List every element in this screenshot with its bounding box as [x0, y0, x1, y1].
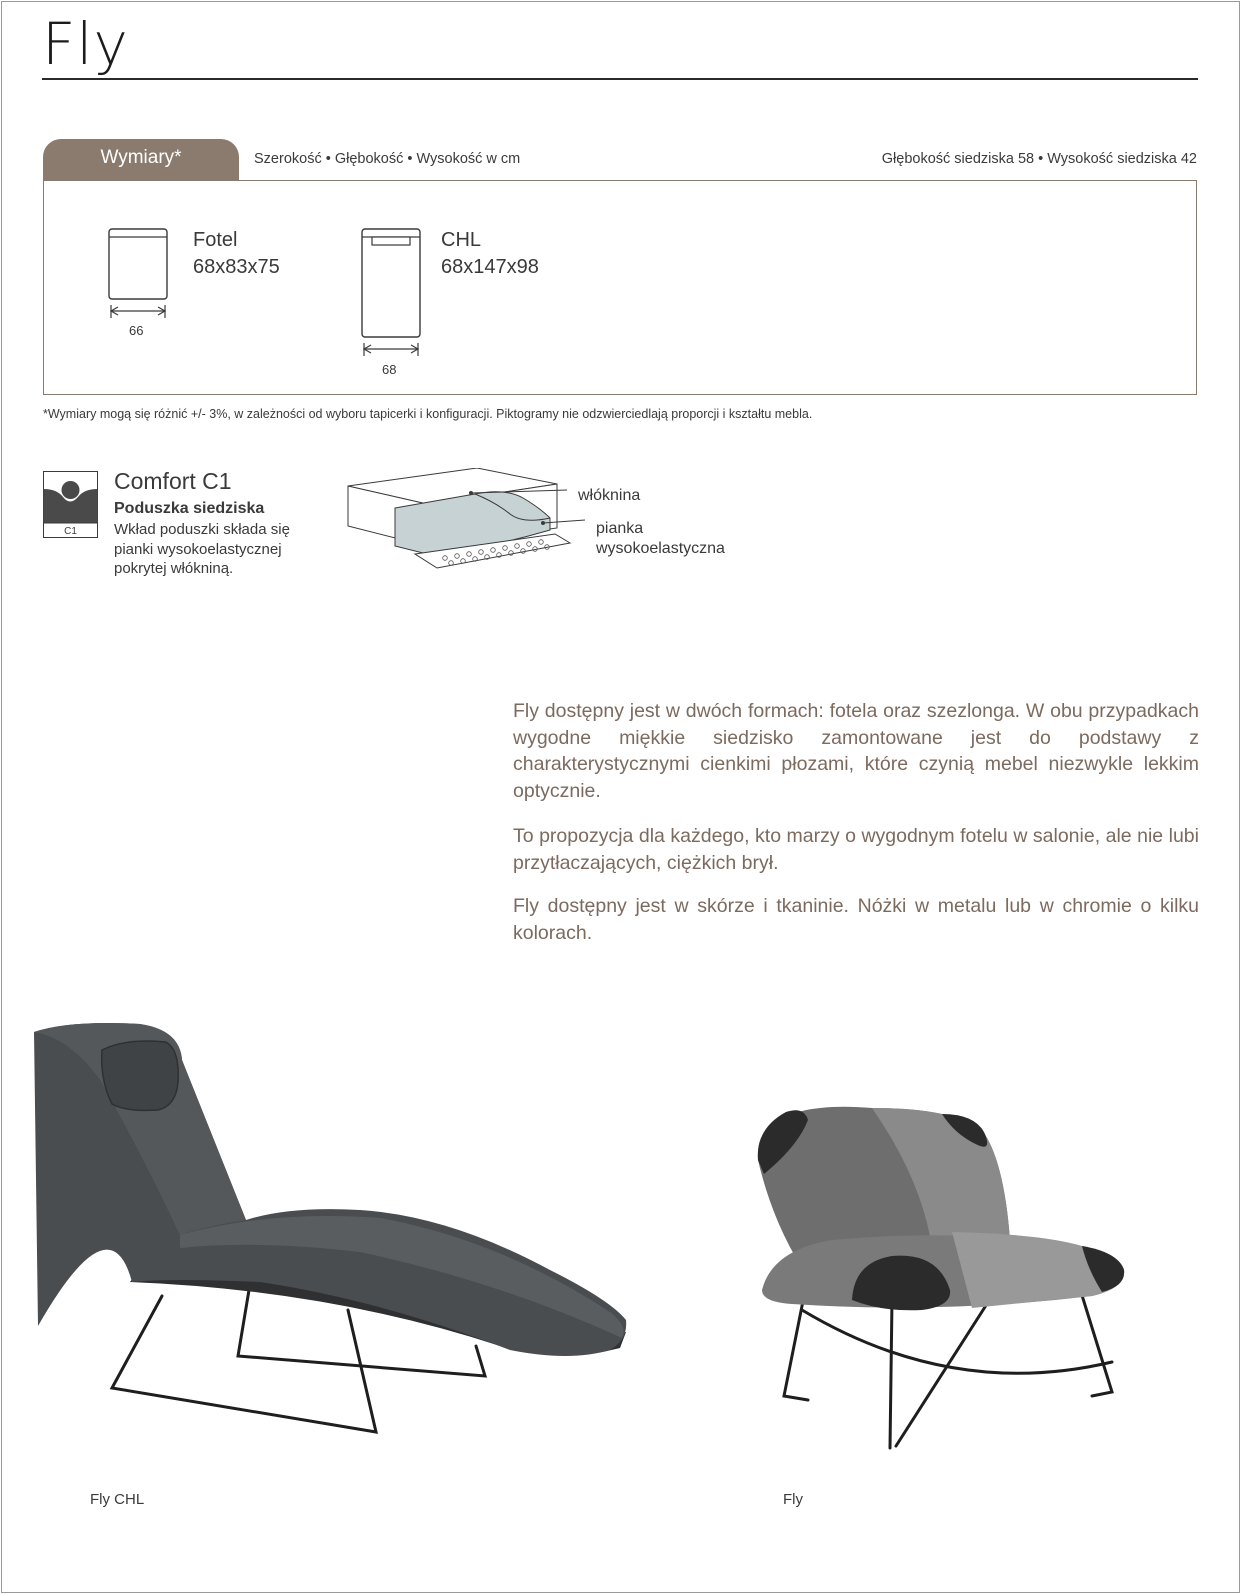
- title-divider: [42, 78, 1198, 80]
- armchair-size: 68x83x75: [193, 256, 280, 278]
- armchair-name: Fotel: [193, 229, 238, 251]
- foam-label-line1: pianka: [596, 520, 644, 537]
- foam-label-line2: wysokoelastyczna: [596, 540, 725, 557]
- dimensions-footnote: *Wymiary mogą się różnić +/- 3%, w zależności od wyboru tapicerki i konfiguracji. Piktogramy nie odzwierciedlają proporcji i kształtu mebla.: [43, 407, 813, 421]
- armchair-photo: [742, 1100, 1142, 1480]
- chaise-longue-photo: [30, 1020, 650, 1460]
- dimensions-box: [43, 180, 1197, 395]
- dimensions-units-label: Szerokość • Głębokość • Wysokość w cm: [254, 151, 521, 167]
- fiber-label: włóknina: [578, 487, 641, 504]
- armchair-caption: Fly: [783, 1491, 803, 1508]
- comfort-title: Comfort C1: [114, 468, 232, 494]
- description-paragraph-3: Fly dostępny jest w skórze i tkaninie. Nóżki w metalu lub w chromie o kilku kolorach.: [513, 895, 1199, 944]
- chaise-size: 68x147x98: [441, 256, 539, 278]
- dimensions-tab: Wymiary*: [43, 139, 239, 180]
- chaise-width-label: 68: [382, 362, 397, 377]
- page-title: Fly: [42, 10, 129, 78]
- armchair-pictogram-icon: [107, 226, 171, 336]
- description-paragraph-2: To propozycja dla każdego, kto marzy o wygodnym fotelu w salonie, ale nie lubi przytłaczających, ciężkich brył.: [513, 825, 1199, 874]
- comfort-description: Wkład poduszki składa się pianki wysokoelastycznej pokrytej włókniną.: [114, 521, 290, 577]
- cushion-cross-section-icon: [345, 468, 745, 583]
- seat-dimensions-label: Głębokość siedziska 58 • Wysokość siedziska 42: [881, 151, 1197, 167]
- comfort-badge-code: C1: [64, 526, 77, 537]
- chaise-pictogram-icon: [360, 227, 424, 367]
- description-paragraph-1: Fly dostępny jest w dwóch formach: fotela oraz szezlonga. W obu przypadkach wygodne miękkie siedzisko zamontowane jest do podstawy z charakterystycznymi cienkimi płozami, które czynią mebel niezwykle lekkim optycznie.: [513, 700, 1199, 802]
- chaise-name: CHL: [441, 229, 482, 251]
- armchair-width-label: 66: [129, 323, 144, 338]
- comfort-subtitle: Poduszka siedziska: [114, 500, 265, 517]
- comfort-badge-icon: [43, 471, 98, 538]
- chaise-caption: Fly CHL: [90, 1491, 145, 1508]
